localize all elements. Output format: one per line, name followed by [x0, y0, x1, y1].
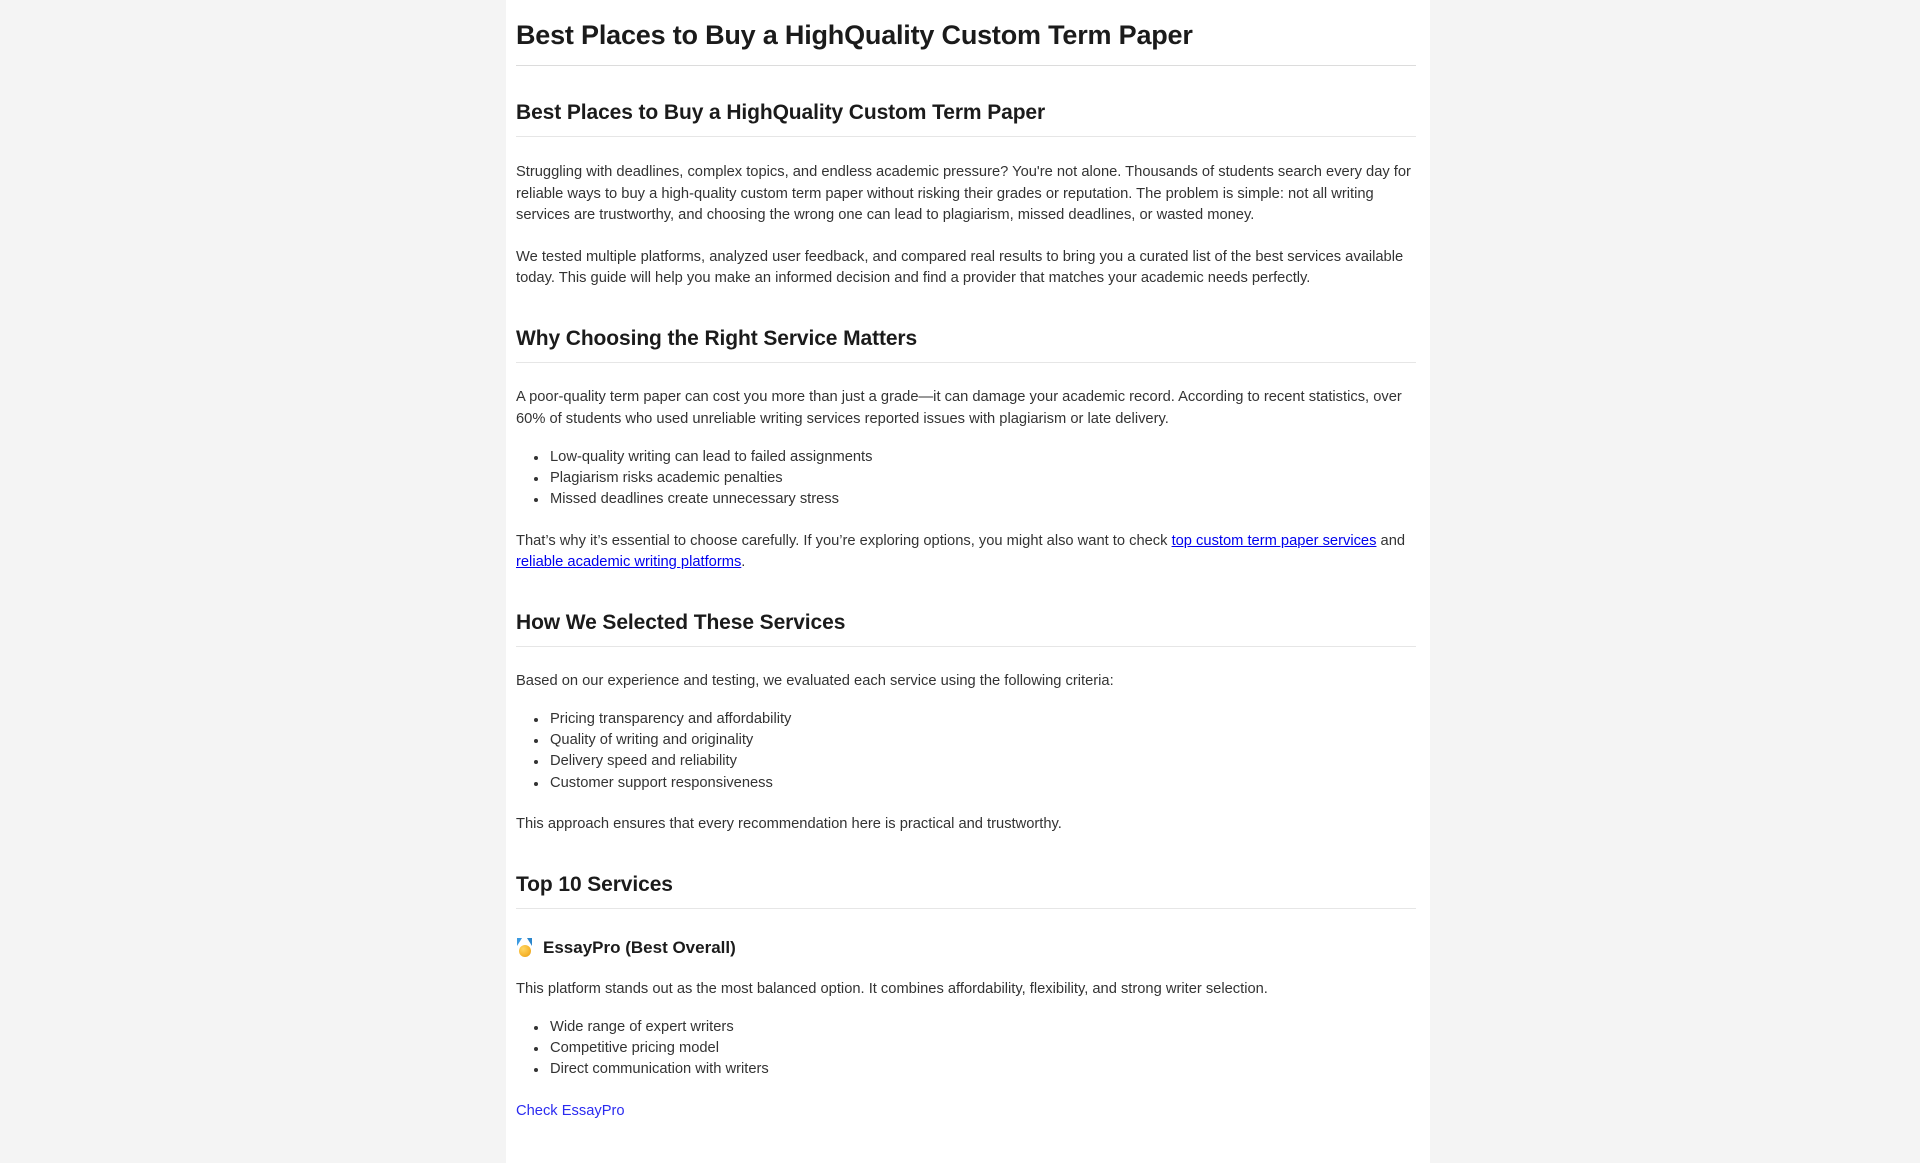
why-choosing-paragraph: A poor-quality term paper can cost you more than just a grade—it can damage your academic record. According to recent statistics, over 60% of students who used unreliable writing services reported issues with plagiarism or late delivery. — [516, 389, 1402, 427]
intro-paragraph-2: We tested multiple platforms, analyzed user feedback, and compared real results to bring you a curated list of the best services available today. This guide will help you make an informed decision and find a provider that matches your academic needs perfectly. — [516, 248, 1404, 287]
list-item: • Direct communication with writers — [548, 1059, 1410, 1080]
link-reliable-academic-writing-platforms[interactable]: reliable academic writing platforms — [516, 554, 742, 571]
list-item: • Pricing transparency and affordability — [548, 709, 1410, 730]
service-features-list-essaypro — [516, 1017, 1410, 1081]
list-item: • Wide range of expert writers — [548, 1017, 1410, 1038]
intro-paragraph-1: Struggling with deadlines, complex topics, and endless academic pressure? You're not alone. Thousands of students search every day for reliable ways to buy a high-quality custom term paper without risking their grades or reputation. The problem is simple: not all writing services are trustworthy, and choosing the wrong one can lead to plagiarism, missed deadlines, or wasted money. — [516, 164, 1411, 224]
why-choosing-closing-paragraph — [516, 531, 1416, 574]
article-heading: Best Places to Buy a HighQuality Custom Term Paper — [516, 99, 1416, 137]
section-heading-why-choosing: Why Choosing the Right Service Matters — [516, 325, 1416, 363]
selection-criteria-list — [516, 709, 1410, 794]
how-we-selected-intro: Based on our experience and testing, we evaluated each service using the following criteria: — [516, 673, 1114, 690]
closing-text-between: and — [1376, 532, 1406, 549]
list-item: • Delivery speed and reliability — [548, 751, 1410, 772]
article-content — [510, 19, 1410, 1123]
article-sheet — [506, 0, 1430, 1163]
list-item: • Customer support responsiveness — [548, 773, 1410, 794]
service-heading-essaypro — [516, 937, 1410, 959]
how-we-selected-closing: This approach ensures that every recommendation here is practical and trustworthy. — [516, 815, 1062, 832]
closing-text-lead: That’s why it’s essential to choose carefully. If you’re exploring options, you might also want to check — [516, 532, 1172, 549]
service-name: EssayPro (Best Overall) — [543, 937, 736, 957]
list-item: • Plagiarism risks academic penalties — [548, 468, 1410, 489]
list-item: • Quality of writing and originality — [548, 730, 1410, 751]
list-item: • Low-quality writing can lead to failed assignments — [548, 447, 1410, 468]
closing-text-tail: . — [741, 554, 746, 571]
list-item: • Missed deadlines create unnecessary stress — [548, 489, 1410, 510]
section-heading-how-we-selected: How We Selected These Services — [516, 609, 1416, 647]
section-heading-top-services: Top 10 Services — [516, 871, 1416, 909]
link-top-custom-term-paper-services[interactable]: top custom term paper services — [1171, 532, 1377, 549]
check-essaypro-link[interactable]: Check EssayPro — [516, 1103, 625, 1120]
page-title: Best Places to Buy a HighQuality Custom Term Paper — [516, 19, 1416, 66]
service-description-essaypro: This platform stands out as the most balanced option. It combines affordability, flexibility, and strong writer selection. — [516, 980, 1268, 997]
why-choosing-bullet-list — [516, 447, 1410, 511]
list-item: • Competitive pricing model — [548, 1038, 1410, 1059]
gold-medal-icon — [516, 938, 534, 957]
